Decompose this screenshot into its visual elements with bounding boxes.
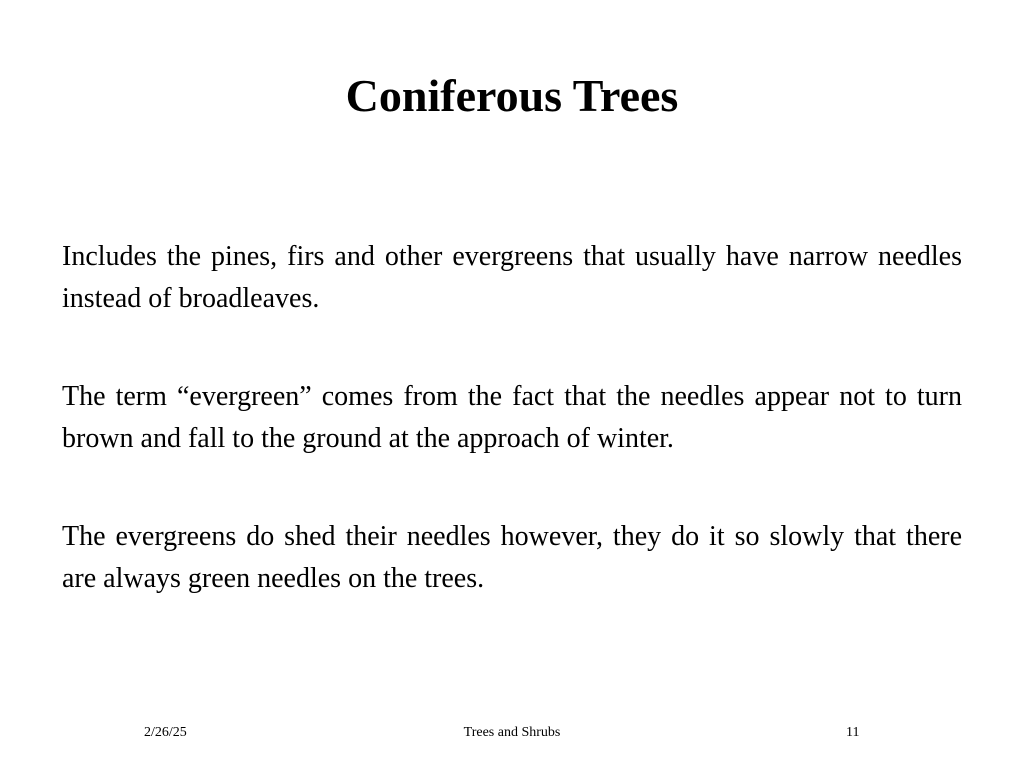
slide-body — [62, 236, 962, 656]
slide-title: Coniferous Trees — [345, 70, 679, 121]
body-paragraph: The evergreens do shed their needles however, they do it so slowly that there are always green needles on the trees. — [62, 521, 962, 594]
body-paragraph: The term “evergreen” comes from the fact that the needles appear not to turn brown and fall to the ground at the approach of winter. — [62, 381, 962, 454]
footer-title: Trees and Shrubs — [463, 725, 561, 740]
footer-date: 2/26/25 — [144, 725, 187, 740]
footer-page-number: 11 — [846, 725, 860, 740]
body-paragraph: Includes the pines, firs and other evergreens that usually have narrow needles instead of broadleaves. — [62, 241, 962, 314]
